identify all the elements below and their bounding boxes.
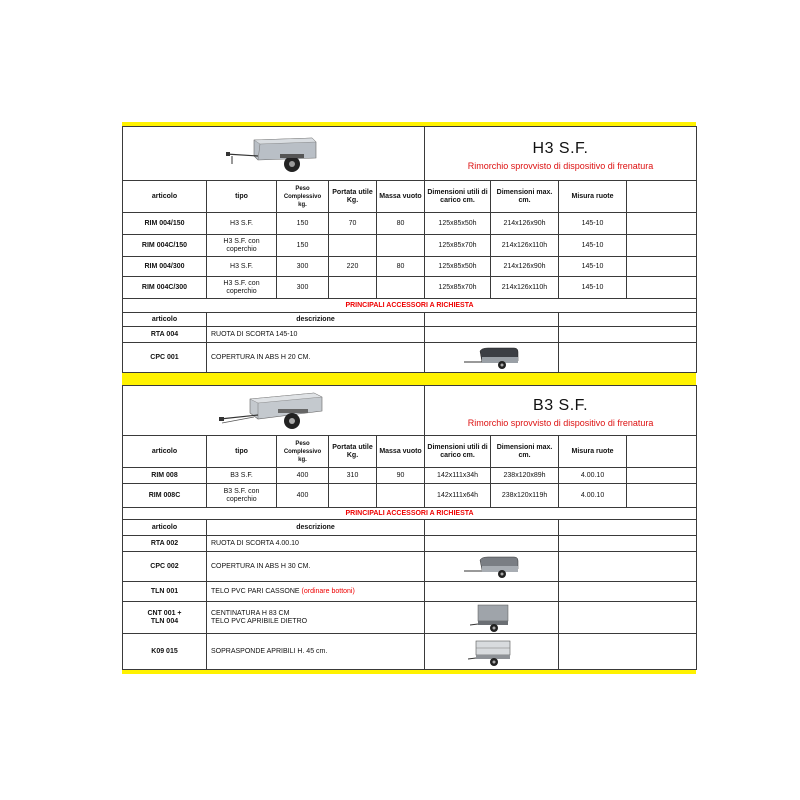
- table-row: [123, 484, 697, 508]
- cell-ruote: 4.00.10: [559, 468, 627, 484]
- col-massa: Massa vuoto: [377, 181, 425, 213]
- col-tipo: tipo: [207, 436, 277, 468]
- cell-articolo: RIM 004/150: [123, 213, 207, 235]
- acc-col-empty: [425, 520, 559, 536]
- cell-dim-carico: 125x85x50h: [425, 257, 491, 277]
- h3-accessories-title: PRINCIPALI ACCESSORI A RICHIESTA: [123, 299, 697, 313]
- cell-articolo: RIM 004C/300: [123, 277, 207, 299]
- acc-articolo-2: TLN 004: [150, 617, 179, 625]
- cell-portata: [329, 235, 377, 257]
- cell-tipo: H3 S.F. con coperchio: [207, 235, 277, 257]
- acc-descrizione: RUOTA DI SCORTA 145-10: [207, 327, 425, 343]
- cell-empty: [627, 277, 697, 299]
- trailer-icon: [224, 132, 324, 176]
- list-item: [123, 634, 697, 670]
- cell-dim-carico: 125x85x70h: [425, 235, 491, 257]
- cell-dim-carico: 125x85x50h: [425, 213, 491, 235]
- cell-peso: 150: [277, 235, 329, 257]
- h3-header-row: [123, 181, 697, 213]
- cell-massa: [377, 277, 425, 299]
- col-ruote: Misura ruote: [559, 436, 627, 468]
- b3-header-row: [123, 436, 697, 468]
- cell-massa: 80: [377, 213, 425, 235]
- cell-empty: [627, 468, 697, 484]
- acc-empty: [559, 552, 697, 582]
- cell-peso: 150: [277, 213, 329, 235]
- cell-dim-max: 214x126x110h: [491, 277, 559, 299]
- cell-tipo: H3 S.F. con coperchio: [207, 277, 277, 299]
- acc-articolo: CPC 001: [123, 343, 207, 373]
- h3-title-cell: [425, 127, 697, 181]
- table-row: [123, 468, 697, 484]
- col-massa: Massa vuoto: [377, 436, 425, 468]
- acc-descrizione: RUOTA DI SCORTA 4.00.10: [207, 536, 425, 552]
- col-peso: Peso Complessivo kg.: [277, 436, 329, 468]
- acc-empty: [559, 582, 697, 602]
- table-row: [123, 213, 697, 235]
- cell-articolo: RIM 008C: [123, 484, 207, 508]
- acc-articolo: RTA 004: [123, 327, 207, 343]
- cell-portata: 310: [329, 468, 377, 484]
- col-dim-max: Dimensioni max. cm.: [491, 436, 559, 468]
- table-row: [123, 235, 697, 257]
- yellow-band-middle: [122, 373, 696, 385]
- cell-tipo: B3 S.F. con coperchio: [207, 484, 277, 508]
- cell-ruote: 145-10: [559, 257, 627, 277]
- list-item: [123, 327, 697, 343]
- cell-dim-carico: 125x85x70h: [425, 277, 491, 299]
- acc-descrizione-cell: [207, 602, 425, 634]
- cell-dim-carico: 142x111x64h: [425, 484, 491, 508]
- yellow-band-bottom: [122, 670, 696, 674]
- cell-peso: 400: [277, 468, 329, 484]
- cell-dim-carico: 142x111x34h: [425, 468, 491, 484]
- cell-peso: 400: [277, 484, 329, 508]
- acc-empty: [559, 634, 697, 670]
- acc-col-empty: [559, 313, 697, 327]
- col-dim-carico: Dimensioni utili di carico cm.: [425, 436, 491, 468]
- b3-trailer-image: [123, 386, 425, 436]
- cell-dim-max: 214x126x110h: [491, 235, 559, 257]
- cell-tipo: B3 S.F.: [207, 468, 277, 484]
- cell-empty: [627, 213, 697, 235]
- h3-trailer-image: [123, 127, 425, 181]
- acc-empty: [559, 536, 697, 552]
- acc-articolo-cell: [123, 602, 207, 634]
- h3-table: [122, 126, 697, 373]
- tarp-trailer-icon: [470, 603, 514, 633]
- col-peso: Peso Complessivo kg.: [277, 181, 329, 213]
- cell-ruote: 4.00.10: [559, 484, 627, 508]
- acc-image-cell: [425, 634, 559, 670]
- cell-peso: 300: [277, 277, 329, 299]
- cell-massa: 90: [377, 468, 425, 484]
- cell-articolo: RIM 004/300: [123, 257, 207, 277]
- col-portata: Portata utile Kg.: [329, 181, 377, 213]
- acc-articolo: K09 015: [123, 634, 207, 670]
- acc-articolo: TLN 001: [123, 582, 207, 602]
- cell-articolo: RIM 004C/150: [123, 235, 207, 257]
- acc-col-articolo: articolo: [123, 520, 207, 536]
- side-extension-trailer-icon: [468, 637, 516, 667]
- acc-articolo: CPC 002: [123, 552, 207, 582]
- acc-descrizione: TELO PVC PARI CASSONE: [211, 587, 300, 595]
- cell-ruote: 145-10: [559, 277, 627, 299]
- acc-image-cell: [425, 343, 559, 373]
- acc-image-cell: [425, 552, 559, 582]
- cell-ruote: 145-10: [559, 213, 627, 235]
- col-dim-max: Dimensioni max. cm.: [491, 181, 559, 213]
- cell-empty: [627, 235, 697, 257]
- list-item: [123, 582, 697, 602]
- acc-descrizione-cell: [207, 582, 425, 602]
- list-item: [123, 536, 697, 552]
- cell-empty: [627, 257, 697, 277]
- acc-descrizione: CENTINATURA H 83 CM: [211, 609, 290, 617]
- b3-subtitle: Rimorchio sprovvisto di dispositivo di frenatura: [467, 417, 654, 428]
- cell-portata: 70: [329, 213, 377, 235]
- cell-portata: [329, 277, 377, 299]
- acc-empty: [559, 327, 697, 343]
- acc-descrizione-2: TELO PVC APRIBILE DIETRO: [211, 617, 308, 625]
- b3-accessories-title: PRINCIPALI ACCESSORI A RICHIESTA: [123, 508, 697, 520]
- price-sheet: [122, 122, 696, 674]
- cell-massa: [377, 484, 425, 508]
- cell-dim-max: 238x120x89h: [491, 468, 559, 484]
- cell-dim-max: 214x126x90h: [491, 257, 559, 277]
- acc-descrizione: COPERTURA IN ABS H 20 CM.: [207, 343, 425, 373]
- cell-articolo: RIM 008: [123, 468, 207, 484]
- trailer-icon: [218, 389, 330, 433]
- cell-peso: 300: [277, 257, 329, 277]
- acc-empty: [425, 327, 559, 343]
- cell-tipo: H3 S.F.: [207, 257, 277, 277]
- cell-dim-max: 214x126x90h: [491, 213, 559, 235]
- acc-col-descrizione: descrizione: [207, 313, 425, 327]
- b3-table: [122, 385, 697, 670]
- col-articolo: articolo: [123, 436, 207, 468]
- list-item: [123, 343, 697, 373]
- acc-articolo: CNT 001 +: [147, 609, 182, 617]
- acc-col-empty: [425, 313, 559, 327]
- table-row: [123, 277, 697, 299]
- col-ruote: Misura ruote: [559, 181, 627, 213]
- cell-portata: 220: [329, 257, 377, 277]
- col-dim-carico: Dimensioni utili di carico cm.: [425, 181, 491, 213]
- col-empty: [627, 181, 697, 213]
- acc-empty: [425, 582, 559, 602]
- acc-col-empty: [559, 520, 697, 536]
- acc-note: (ordinare bottoni): [301, 587, 355, 595]
- acc-empty: [559, 343, 697, 373]
- acc-descrizione: SOPRASPONDE APRIBILI H. 45 cm.: [207, 634, 425, 670]
- b3-title: B3 S.F.: [533, 396, 589, 414]
- acc-empty: [559, 602, 697, 634]
- b3-title-cell: [425, 386, 697, 436]
- cell-massa: [377, 235, 425, 257]
- cell-massa: 80: [377, 257, 425, 277]
- cell-portata: [329, 484, 377, 508]
- table-row: [123, 257, 697, 277]
- acc-empty: [425, 536, 559, 552]
- acc-articolo: RTA 002: [123, 536, 207, 552]
- acc-col-descrizione: descrizione: [207, 520, 425, 536]
- h3-title: H3 S.F.: [532, 139, 589, 157]
- acc-descrizione: COPERTURA IN ABS H 30 CM.: [207, 552, 425, 582]
- cell-ruote: 145-10: [559, 235, 627, 257]
- covered-trailer-icon: [462, 554, 522, 580]
- covered-trailer-icon: [462, 345, 522, 371]
- list-item: [123, 552, 697, 582]
- cell-empty: [627, 484, 697, 508]
- col-tipo: tipo: [207, 181, 277, 213]
- cell-tipo: H3 S.F.: [207, 213, 277, 235]
- cell-dim-max: 238x120x119h: [491, 484, 559, 508]
- col-empty: [627, 436, 697, 468]
- col-portata: Portata utile Kg.: [329, 436, 377, 468]
- acc-image-cell: [425, 602, 559, 634]
- col-articolo: articolo: [123, 181, 207, 213]
- acc-col-articolo: articolo: [123, 313, 207, 327]
- h3-subtitle: Rimorchio sprovvisto di dispositivo di frenatura: [467, 160, 654, 171]
- list-item: [123, 602, 697, 634]
